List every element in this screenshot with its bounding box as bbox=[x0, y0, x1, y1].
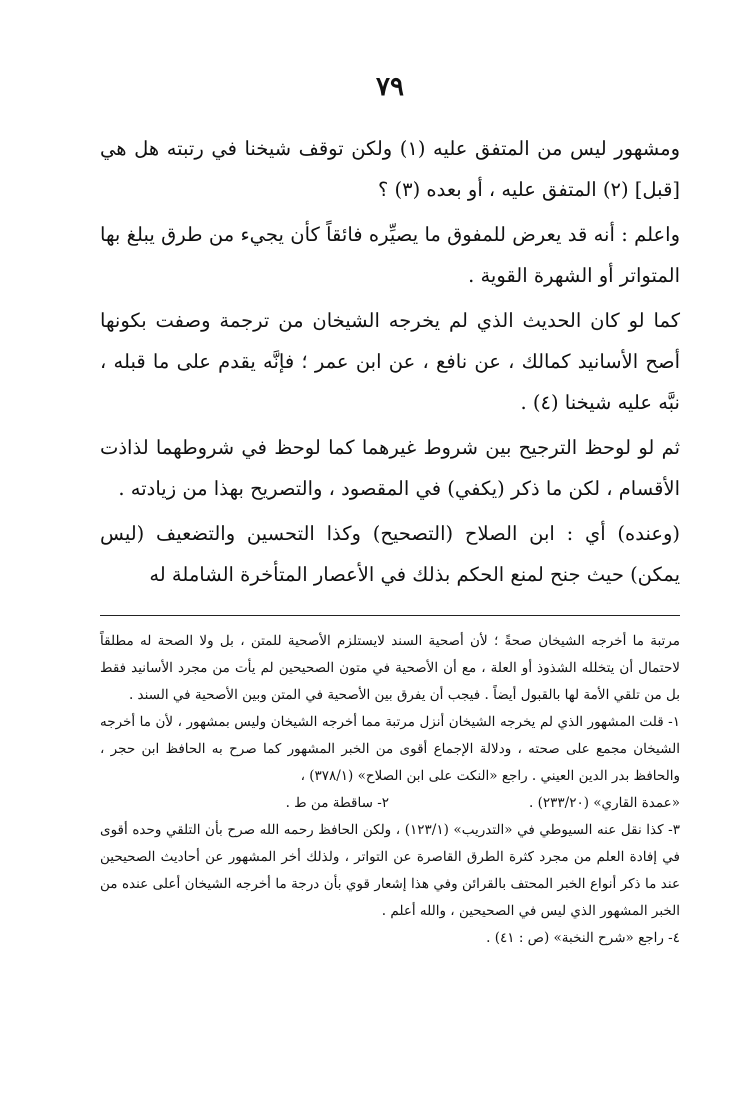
footnotes bbox=[100, 628, 680, 952]
footnote-4: ٤- راجع «شرح النخبة» (ص : ٤١) . bbox=[486, 930, 680, 946]
footnote-1: ١- قلت المشهور الذي لم يخرجه الشيخان أنزل مرتبة مما أخرجه الشيخان وليس بمشهور ، لأن ما أخرجه الشيخان مجمع على صحته ، ودلالة الإجماع أقوى من الخبر المشهور كما صرح به الحافظ ابن حجر ، والحافظ بدر الدين العيني . راجع «النكت على ابن الصلاح» (٣٧٨/١) ، bbox=[100, 714, 680, 784]
main-text bbox=[100, 128, 680, 595]
footnote-divider bbox=[100, 615, 680, 616]
paragraph: ومشهور ليس من المتفق عليه (١) ولكن توقف شيخنا في رتبته هل هي [قبل] (٢) المتفق عليه ، أو بعده (٣) ؟ bbox=[100, 137, 680, 201]
footnote-2: ٢- ساقطة من ط . bbox=[285, 795, 390, 811]
paragraph: واعلم : أنه قد يعرض للمفوق ما يصيِّره فائقاً كأن يجيء من طرق يبلغ بها المتواتر أو الشهرة القوية . bbox=[100, 223, 680, 287]
paragraph: كما لو كان الحديث الذي لم يخرجه الشيخان من ترجمة وصفت بكونها أصح الأسانيد كمالك ، عن نافع ، عن ابن عمر ؛ فإنَّه يقدم على ما قبله ، نبَّه عليه شيخنا (٤) . bbox=[100, 309, 680, 414]
page-number: ٧٩ bbox=[376, 72, 404, 102]
footnote-row bbox=[100, 790, 680, 817]
paragraph: (وعنده) أي : ابن الصلاح (التصحيح) وكذا التحسين والتضعيف (ليس يمكن) حيث جنح لمنع الحكم بذلك في الأعصار المتأخرة الشاملة له bbox=[100, 522, 680, 586]
footnote-1-end: «عمدة القاري» (٢٣٣/٢٠) . bbox=[529, 795, 680, 811]
paragraph: ثم لو لوحظ الترجيح بين شروط غيرهما كما لوحظ في شروطهما لذاذت الأقسام ، لكن ما ذكر (يكفي) في المقصود ، والتصريح بهذا من زيادته . bbox=[100, 436, 680, 500]
footnote-continuation: مرتبة ما أخرجه الشيخان صحةً ؛ لأن أصحية السند لايستلزم الأصحية للمتن ، بل ولا الصحة له مطلقاً لاحتمال أن يتخلله الشذوذ أو العلة ، مع أن الأصحية في متون الصحيحين لم يأت من مجرد الأسانيد فقط بل من تلقي الأمة لها بالقبول أيضاً . فيجب أن يفرق بين الأصحية في المتن وبين الأصحية في السند . bbox=[100, 633, 680, 703]
footnote-3: ٣- كذا نقل عنه السيوطي في «التدريب» (١٢٣/١) ، ولكن الحافظ رحمه الله صرح بأن التلقي وحده أقوى في إفادة العلم من مجرد كثرة الطرق القاصرة عن التواتر ، ولذلك أخر المشهور عن أحاديث الصحيحين عند ما ذكر أنواع الخبر المحتف بالقرائن وفي هذا إشعار قوي بأن درجة ما أخرجه الشيخان أعلى عنده من الخبر المشهور الذي ليس في الصحيحين ، والله أعلم . bbox=[100, 822, 680, 919]
